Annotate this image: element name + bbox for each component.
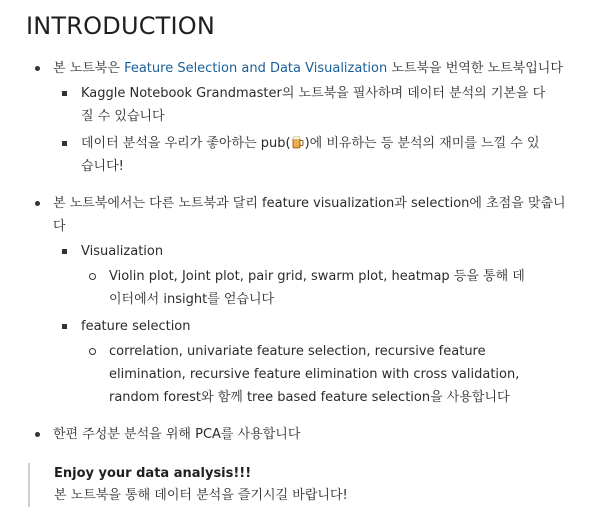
item-text: Kaggle Notebook Grandmaster의 노트북을 필사하며 데이터 분석의 기본을 다질 수 있습니다 bbox=[81, 86, 546, 124]
nested-sub-list bbox=[81, 340, 566, 409]
item-label: feature selection bbox=[81, 319, 191, 334]
blockquote-line: 본 노트북을 통해 데이터 분석을 즐기시길 바랍니다! bbox=[54, 488, 348, 503]
item-text: correlation, univariate feature selection, recursive feature elimination, recursive feature elimination with cross validation, random forest와 함께 tree based feature selection을 사용합니다 bbox=[109, 344, 520, 405]
item-text-after: )에 비유하는 등 분석의 재미를 느낄 수 있습니다! bbox=[81, 136, 540, 174]
item-text-prefix: 본 노트북은 bbox=[53, 61, 125, 76]
sub-list bbox=[53, 82, 566, 178]
item-text: 본 노트북에서는 다른 노트북과 달리 feature visualization과 selection에 초점을 맞춥니다 bbox=[53, 196, 566, 234]
list-item-visualization-detail bbox=[81, 265, 566, 311]
item-text: 한편 주성분 분석을 위해 PCA를 사용합니다 bbox=[53, 427, 301, 442]
list-item-feature-selection-detail bbox=[81, 340, 566, 409]
page-title: INTRODUCTION bbox=[26, 12, 216, 40]
list-item-feature-selection bbox=[53, 315, 566, 409]
list-item-focus bbox=[26, 192, 566, 409]
list-item-grandmaster bbox=[53, 82, 566, 128]
source-notebook-link[interactable]: Feature Selection and Data Visualization bbox=[124, 61, 388, 76]
item-text-before: 데이터 분석을 우리가 좋아하는 pub( bbox=[81, 136, 291, 151]
list-item-pca bbox=[26, 423, 566, 446]
nested-sub-list bbox=[81, 265, 566, 311]
list-item-visualization bbox=[53, 240, 566, 311]
item-text: Violin plot, Joint plot, pair grid, swarm plot, heatmap 등을 통해 데이터에서 insight를 얻습니다 bbox=[109, 269, 525, 307]
beer-mug-icon bbox=[292, 135, 304, 149]
list-item-pub-analogy bbox=[53, 132, 566, 178]
sub-list bbox=[53, 240, 566, 409]
list-item-translation-note bbox=[26, 57, 566, 178]
item-text-suffix: 노트북을 번역한 노트북입니다 bbox=[387, 61, 563, 76]
item-label: Visualization bbox=[81, 244, 164, 259]
blockquote-bold-line: Enjoy your data analysis!!! bbox=[54, 466, 252, 481]
blockquote bbox=[28, 463, 594, 507]
intro-bullet-list bbox=[26, 57, 594, 446]
